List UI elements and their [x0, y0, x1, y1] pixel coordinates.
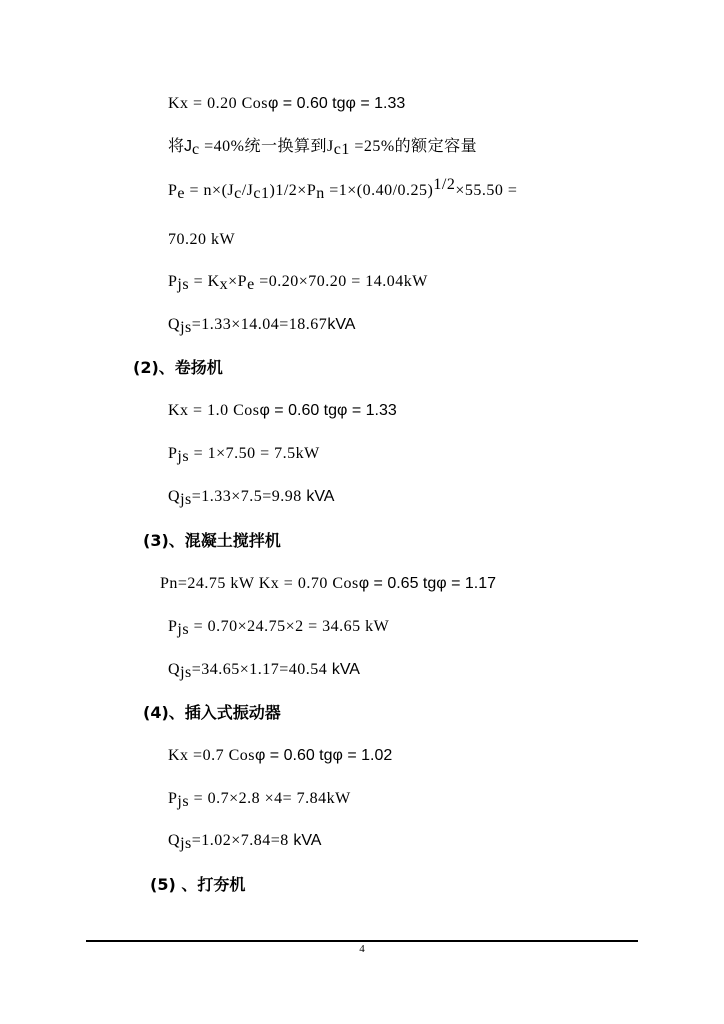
qjs-sub: js — [180, 319, 192, 336]
kx-cos-text: Kx = 0.20 Cos — [168, 95, 268, 112]
qjs-value: =1.33×7.5=9.98 — [191, 488, 307, 505]
qjs-unit: kVA — [327, 316, 356, 333]
qjs-sub: js — [180, 491, 192, 508]
pjs-symbol: P — [168, 618, 178, 635]
qjs-crane-line — [168, 315, 355, 337]
section-heading-hoist: (2)、卷扬机 — [133, 358, 223, 377]
pe-sub-c: c — [234, 185, 242, 202]
cos-tg-values: φ = 0.60 tgφ = 1.33 — [267, 95, 406, 112]
mixer-coefficients-line — [160, 574, 496, 596]
pjs-value: = 0.70×24.75×2 = 34.65 kW — [189, 618, 390, 635]
section-heading-mixer: (3)、混凝土搅拌机 — [143, 531, 281, 550]
qjs-unit: kVA — [293, 832, 322, 849]
pjs-part-d: =0.20×70.20 = 14.04kW — [254, 273, 428, 290]
pjs-symbol: P — [168, 790, 178, 807]
qjs-hoist-line — [168, 487, 334, 509]
pe-sub-c1: c1 — [253, 185, 270, 202]
qjs-value: =1.33×14.04=18.67 — [191, 316, 328, 333]
hoist-coefficients-line — [168, 401, 397, 423]
pe-sub-n: n — [316, 185, 325, 202]
pe-formula-line — [168, 176, 518, 203]
qjs-vibrator-line — [168, 831, 321, 853]
qjs-symbol: Q — [168, 316, 181, 333]
qjs-unit: kVA — [306, 488, 335, 505]
vibrator-coefficients-line — [168, 746, 392, 768]
pe-part-e: =1×(0.40/0.25) — [324, 182, 434, 199]
pjs-crane-line — [168, 272, 428, 294]
kx-cos-text: Kx =0.7 Cos — [168, 747, 255, 764]
qjs-symbol: Q — [168, 661, 181, 678]
kx-cos-text: Kx = 1.0 Cos — [168, 402, 260, 419]
pe-part-b: = n×(J — [185, 182, 235, 199]
qjs-value: =1.02×7.84=8 — [191, 832, 294, 849]
qjs-value: =34.65×1.17=40.54 — [191, 661, 332, 678]
pjs-part-c: ×P — [228, 273, 248, 290]
pjs-value: = 0.7×2.8 ×4= 7.84kW — [189, 790, 351, 807]
note-part-a: 将J — [168, 138, 193, 155]
pe-part-c: /J — [241, 182, 254, 199]
cos-tg-values: φ = 0.60 tgφ = 1.33 — [259, 402, 397, 419]
pjs-vibrator-line — [168, 789, 351, 811]
pe-sup-exponent: 1/2 — [433, 176, 456, 193]
kx-sub: x — [219, 276, 229, 293]
pjs-hoist-line — [168, 444, 320, 466]
qjs-sub: js — [180, 664, 192, 681]
qjs-symbol: Q — [168, 488, 181, 505]
pe-part-d: )1/2×P — [269, 182, 317, 199]
pe-symbol: P — [168, 182, 178, 199]
pjs-sub: js — [177, 448, 190, 465]
pe-result-line: 70.20 kW — [168, 231, 236, 248]
qjs-mixer-line — [168, 660, 360, 682]
page-number: 4 — [359, 943, 365, 955]
pjs-symbol: P — [168, 273, 178, 290]
pjs-mixer-line — [168, 617, 389, 639]
pjs-sub: js — [177, 621, 190, 638]
pe-part-f: ×55.50 = — [455, 182, 518, 199]
section-heading-rammer: (5) 、打夯机 — [150, 875, 246, 894]
pn-kx-cos-text: Pn=24.75 kW Kx = 0.70 Cos — [160, 575, 359, 592]
pjs-sub: js — [177, 793, 190, 810]
note-sub-c: c — [192, 141, 200, 158]
conversion-note-line — [168, 137, 477, 159]
pe-sub-2: e — [247, 276, 255, 293]
cos-tg-values: φ = 0.60 tgφ = 1.02 — [254, 747, 393, 764]
pe-sub: e — [177, 185, 186, 202]
cos-tg-values: φ = 0.65 tgφ = 1.17 — [358, 575, 497, 592]
pjs-sub: js — [177, 276, 190, 293]
section-heading-vibrator: (4)、插入式振动器 — [143, 703, 281, 722]
crane-coefficients-line — [168, 94, 405, 116]
qjs-sub: js — [180, 835, 192, 852]
qjs-symbol: Q — [168, 832, 181, 849]
note-part-b: =40%统一换算到J — [199, 138, 334, 155]
pjs-value: = 1×7.50 = 7.5kW — [189, 445, 320, 462]
note-sub-c1: c1 — [333, 141, 350, 158]
pjs-symbol: P — [168, 445, 178, 462]
pjs-part-b: = K — [189, 273, 220, 290]
qjs-unit: kVA — [331, 661, 360, 678]
note-part-c: =25%的额定容量 — [349, 138, 478, 155]
